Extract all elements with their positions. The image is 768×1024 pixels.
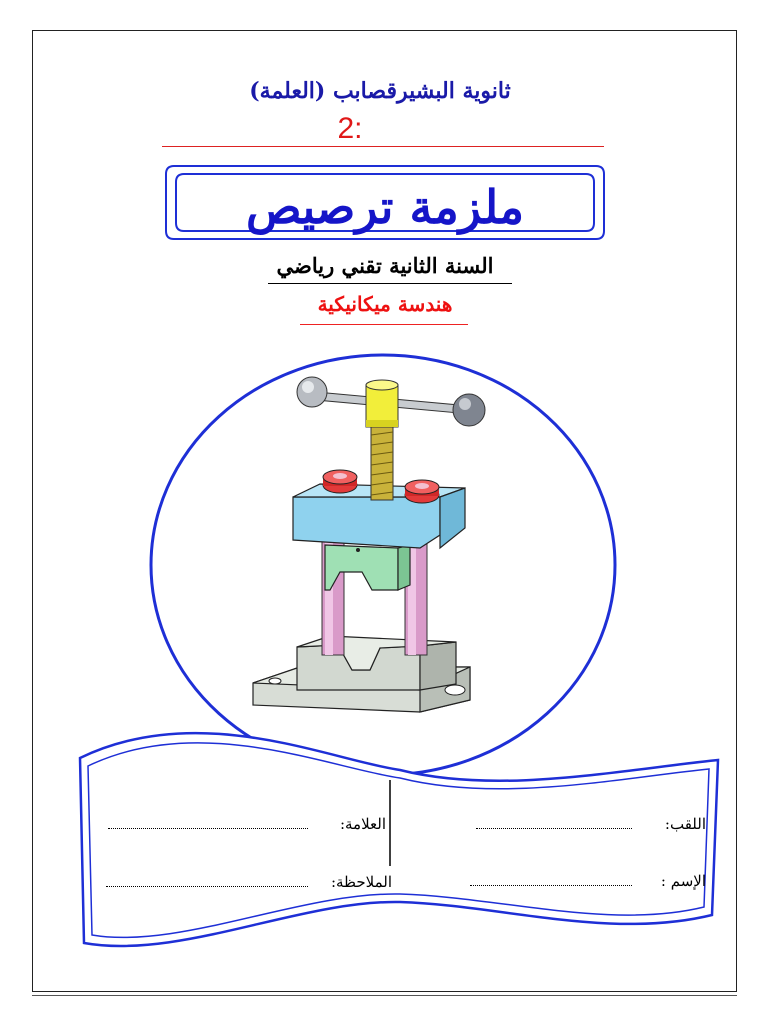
name-field[interactable] [470, 885, 632, 886]
remark-field[interactable] [106, 886, 308, 887]
document-title: ملزمة ترصيص [245, 180, 525, 234]
remark-label: الملاحظة: [330, 873, 392, 891]
issue-number: 2: [337, 112, 363, 145]
class-year: السنة الثانية تقني رياضي [276, 253, 494, 278]
info-banner [80, 733, 718, 946]
name-label: الإسم : [660, 872, 706, 890]
surname-label: اللقب: [664, 815, 706, 833]
branch-name: هندسة ميكانيكية [317, 292, 453, 316]
surname-field[interactable] [476, 828, 632, 829]
grade-field[interactable] [108, 828, 308, 829]
school-name: ثانوية البشيرقصابب (العلمة) [249, 78, 511, 104]
grade-label: العلامة: [339, 815, 386, 833]
press-vise-image [253, 377, 485, 712]
